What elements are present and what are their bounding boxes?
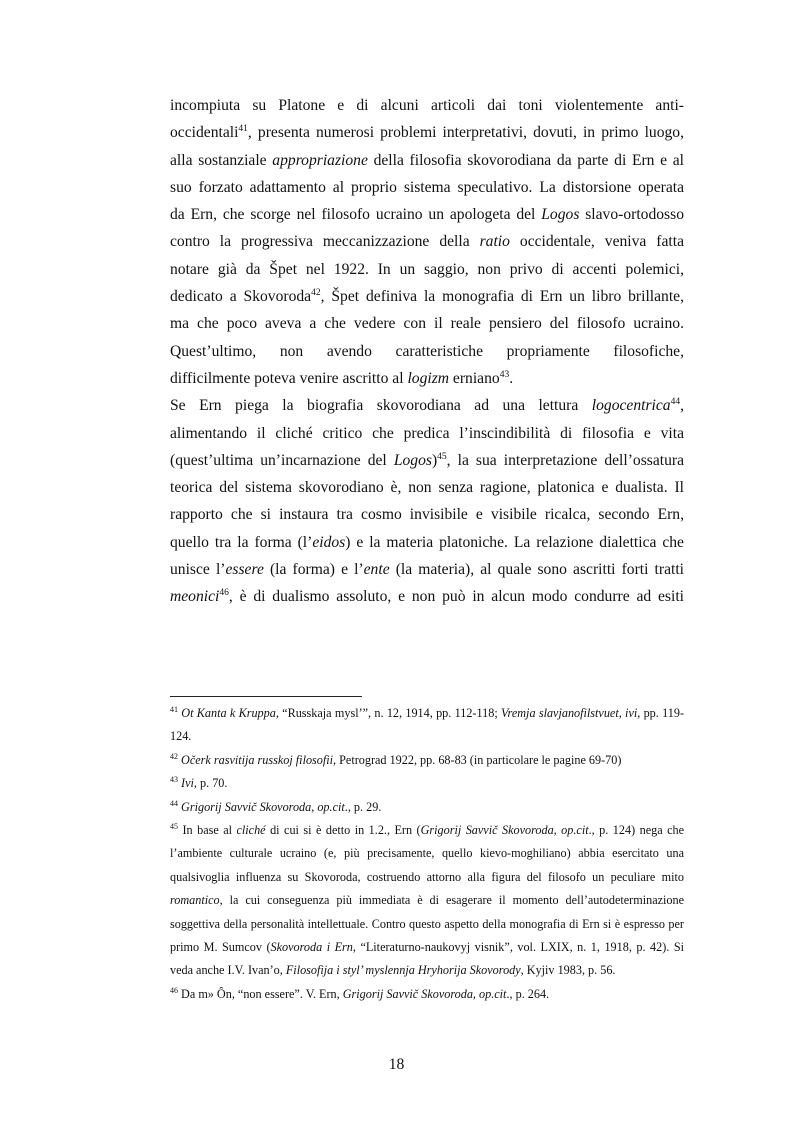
italic-term: Očerk rasvitija russkoj filosofii,	[181, 752, 337, 767]
text-line	[170, 228, 684, 255]
text-run: erniano	[449, 369, 500, 387]
text-line	[170, 447, 684, 474]
text-run: teorica del sistema skovorodiano è, non senza ragione, platonica e dualista. Il	[170, 479, 684, 497]
text-run: ,	[680, 397, 684, 415]
italic-term: essere	[225, 561, 264, 579]
italic-term: ratio	[479, 233, 510, 251]
footnote-number: 45	[170, 822, 178, 832]
italic-term: logizm	[407, 369, 450, 387]
text-run: alla sostanziale	[170, 151, 273, 169]
text-run: ., p. 124) nega che l’ambiente culturale ucraino (e, più precisamente, quello kievo-moghiliano) abbia esercitato una qualsivoglia influenza su Skovoroda, costruendo attorno alla figura del filosofo un peculiare mito	[170, 823, 684, 884]
footnote-ref: 43	[499, 369, 510, 380]
text-line	[170, 529, 684, 556]
footnote-number: 46	[170, 985, 178, 995]
text-run: , la cui conseguenza più immediata è di esagerare il momento dell’autodeterminazione soggettiva della personalità intellettuale. Contro questo aspetto della monografia di Ern si è espresso per primo M. Sumcov (	[170, 893, 684, 955]
text-run: )	[431, 451, 438, 469]
italic-term: ,	[509, 940, 513, 955]
footnotes	[170, 702, 684, 1006]
text-run: (la materia), al quale sono ascritti forti tratti	[389, 561, 684, 579]
text-run: ) e la materia platoniche. La relazione dialettica che	[345, 533, 684, 551]
text-run: , Špet definiva la monografia di Ern un libro brillante,	[320, 288, 684, 306]
footnote-ref: 44	[670, 397, 681, 408]
footnote-ref: 41	[238, 124, 248, 135]
text-line	[170, 474, 684, 501]
text-run: , Kyjiv 1983, p. 56.	[520, 963, 616, 978]
italic-term: appropriazione	[272, 151, 368, 169]
footnote-ref: 42	[311, 288, 321, 299]
footnote-ref: 46	[219, 588, 229, 599]
text-line	[170, 501, 684, 528]
text-run: vol. LXIX, n. 1, 1918, p. 42). Si veda anche I.V. Ivan’o,	[170, 940, 684, 978]
text-run: incompiuta su Platone e di alcuni articoli dai toni violentemente anti-	[170, 97, 684, 114]
italic-term: eidos	[312, 533, 346, 551]
italic-term: Ot Kanta k Kruppa	[181, 706, 276, 720]
footnote	[170, 702, 684, 749]
italic-term: cliché	[236, 823, 266, 838]
text-run: , la sua interpretazione dell’ossatura	[446, 451, 684, 469]
italic-term: Filosofija i styl’ myslennja Hryhorija Skovorody	[285, 963, 521, 978]
footnote	[170, 819, 684, 983]
text-run: In base al	[178, 823, 237, 838]
text-run: suo forzato adattamento al proprio sistema speculativo. La distorsione operata	[170, 178, 684, 196]
footnote-ref: 45	[437, 451, 447, 462]
page-number: 18	[388, 1056, 405, 1073]
text-run: (quest’ultima un’incarnazione del	[170, 451, 394, 469]
footnote	[170, 749, 684, 772]
text-run: , p. 70.	[193, 776, 228, 791]
text-run: notare già da Špet nel 1922. In un saggio, non privo di accenti polemici,	[170, 260, 684, 278]
text-line	[170, 338, 684, 365]
text-run: ., p. 264.	[506, 986, 550, 1001]
text-line	[170, 420, 684, 447]
text-run: , “Russkaja mysl’”, n. 12, 1914, pp. 112-118;	[275, 706, 502, 720]
text-run: rapporto che si instaura tra cosmo invisibile e visibile ricalca, secondo Ern,	[170, 506, 684, 524]
italic-term: ente	[363, 561, 390, 579]
text-run: alimentando il cliché critico che predica l’inscindibilità di filosofia e vita	[170, 424, 684, 442]
text-line	[170, 92, 684, 119]
text-line	[170, 201, 684, 228]
footnote	[170, 983, 684, 1006]
text-run: (la forma) e l’	[263, 561, 364, 579]
text-run: , presenta numerosi problemi interpretativi, dovuti, in primo luogo,	[247, 124, 684, 142]
italic-term: Ivi	[181, 776, 194, 791]
text-run: unisce l’	[170, 561, 226, 579]
footnote-number: 41	[170, 705, 178, 714]
italic-term: Vremja slavjanofilstvuet, ivi,	[501, 706, 641, 720]
italic-term: Logos	[393, 451, 432, 469]
text-run: occidentale, veniva fatta	[509, 233, 685, 251]
italic-term: romantico	[170, 893, 220, 908]
text-run: , “Literaturno-naukovyj visnik”	[352, 940, 510, 955]
main-text	[170, 92, 684, 611]
text-run: difficilmente poteva venire ascritto al	[170, 369, 408, 387]
text-run: ma che poco aveva a che vedere con il reale pensiero del filosofo ucraino.	[170, 315, 684, 333]
text-run: pp. 119-124.	[170, 706, 685, 744]
text-line	[170, 392, 684, 419]
footnote-number: 44	[170, 798, 178, 808]
footnote	[170, 796, 684, 819]
text-line	[170, 310, 684, 337]
text-run: Quest’ultimo, non avendo caratteristiche propriamente filosofiche,	[170, 342, 684, 360]
text-run: occidentali	[170, 124, 239, 142]
italic-term: Grigorij Savvič Skovoroda, op.cit	[181, 799, 345, 814]
text-run: quello tra la forma (l’	[170, 533, 313, 551]
italic-term: Logos	[541, 206, 580, 224]
text-run: contro la progressiva meccanizzazione della	[170, 233, 480, 251]
text-run: ., p. 29.	[344, 799, 382, 814]
italic-term: Grigorij Savvič Skovoroda, op.cit	[420, 823, 589, 838]
footnote	[170, 772, 684, 795]
italic-term: Grigorij Savvič Skovoroda, op.cit	[342, 986, 507, 1001]
text-run: di cui si è detto in 1.2., Ern (	[265, 823, 421, 838]
text-run: Da	[178, 986, 199, 1001]
text-run: , “non essere”. V. Ern,	[231, 986, 343, 1001]
text-line	[170, 119, 684, 146]
italic-term: meonici	[170, 588, 220, 606]
footnote-number: 42	[170, 751, 178, 761]
text-run: , è di dualismo assoluto, e non può in alcun modo condurre ad esiti	[228, 588, 684, 606]
footnote-number: 43	[170, 775, 178, 785]
footnote-separator	[170, 696, 362, 697]
text-run: Se Ern piega la biografia skovorodiana ad una lettura	[170, 397, 592, 415]
text-run: m» Ôn	[198, 986, 232, 1001]
text-line	[170, 147, 684, 174]
text-run: slavo-ortodosso	[579, 206, 684, 224]
text-run: dedicato a Skovoroda	[170, 288, 312, 306]
text-run: .	[509, 369, 514, 387]
italic-term: Skovoroda i Ern	[270, 940, 353, 955]
text-line	[170, 365, 684, 392]
text-line	[170, 556, 684, 583]
text-run: della filosofia skovorodiana da parte di Ern e al	[367, 151, 685, 169]
text-line	[170, 174, 684, 201]
text-run: da Ern, che scorge nel filosofo ucraino un apologeta del	[170, 206, 542, 224]
text-line	[170, 256, 684, 283]
italic-term: logocentrica	[591, 397, 671, 415]
text-run: Petrograd 1922, pp. 68-83 (in particolare le pagine 69-70)	[336, 752, 622, 767]
text-line	[170, 583, 684, 610]
text-line	[170, 283, 684, 310]
